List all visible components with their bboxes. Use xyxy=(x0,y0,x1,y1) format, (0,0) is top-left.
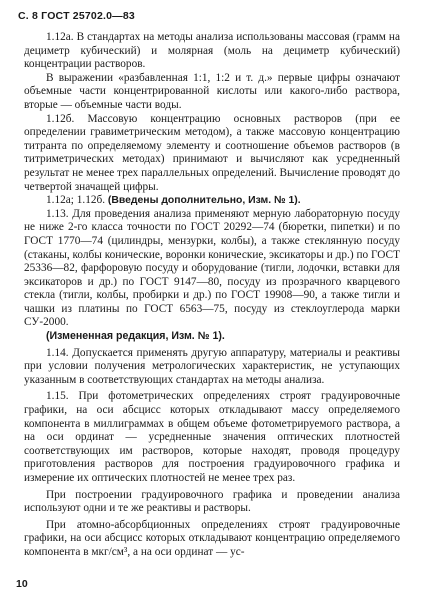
paragraph-1-13: 1.13. Для проведения анализа применяют мерную лабораторную посуду не ниже 2-го класса точности по ГОСТ 20292—74 (бюретки, пипетки) и по ГОСТ 1770—74 (цилиндры, мензурки, колбы), а также стеклянную посуду (стаканы, колбы конические, воронки конические, эксикаторы и др.) по ГОСТ 25336—82, фарфоровую посуду и оборудование (тигли, лодочки, вставки для эксикаторов и др.) по ГОСТ 9147—80, посуду из прозрачного кварцевого стекла (тигли, колбы, пробирки и др.) по ГОСТ 19908—90, а также тигли и чашки из платины по ГОСТ 6563—75, посуду из стеклоуглерода марки СУ-2000. xyxy=(24,207,400,329)
paragraph-1-12a: 1.12а. В стандартах на методы анализа использованы массовая (грамм на дециметр кубический) и молярная (моль на дециметр кубический) концентрации растворов. xyxy=(24,31,400,71)
amendment-revised: (Измененная редакция, Изм. № 1). xyxy=(46,330,225,343)
paragraph-amendment-introduced xyxy=(24,194,400,208)
paragraph-dilution: В выражении «разбавленная 1:1, 1:2 и т. д.» первые цифры означают объемные части концентрированной кислоты или какого-либо раствора, вторые — объемные части воды. xyxy=(24,71,400,111)
paragraph-1-12b: 1.12б. Массовую концентрацию основных растворов (при ее определении гравиметрическим методом), а также массовую концентрацию титранта по определяемому элементу и соотношение объемов растворов (в титриметрических методах) принимают и вычисляют как усредненный результат не менее трех параллельных определений. Вычисление проводят до четвертой значащей цифры. xyxy=(24,112,400,193)
paragraph-1-15: 1.15. При фотометрических определениях строят градуировочные графики, на оси абсцисс которых откладывают массу определяемого компонента в миллиграммах в общем объеме фотометрируемого раствора, а на оси ординат — усредненные значения оптических плотностей соответствующих им растворов, которые находят, проводя процедуру приготовления растворов для построения градуировочного графика и измерение их оптических плотностей не менее трех раз. xyxy=(24,390,400,484)
amendment-note: (Введены дополнительно, Изм. № 1). xyxy=(107,195,301,207)
page-header: С. 8 ГОСТ 25702.0—83 xyxy=(18,10,135,22)
paragraph-atomic-absorption: При атомно-абсорбционных определениях строят градуировочные графики, на оси абсцисс которых откладывают концентрацию определяемого компонента в мкг/см³, а на оси ординат — ус- xyxy=(24,518,400,558)
paragraph-1-14: 1.14. Допускается применять другую аппаратуру, материалы и реактивы при условии получения метрологических характеристик, не уступающих указанным в соответствующих стандартах на методы анализа. xyxy=(24,346,400,386)
amendment-prefix: 1.12а; 1.12б. xyxy=(46,194,106,207)
page-number: 10 xyxy=(16,578,28,590)
paragraph-calibration: При построении градуировочного графика и проведении анализа используют одни и те же реактивы и растворы. xyxy=(24,488,400,515)
